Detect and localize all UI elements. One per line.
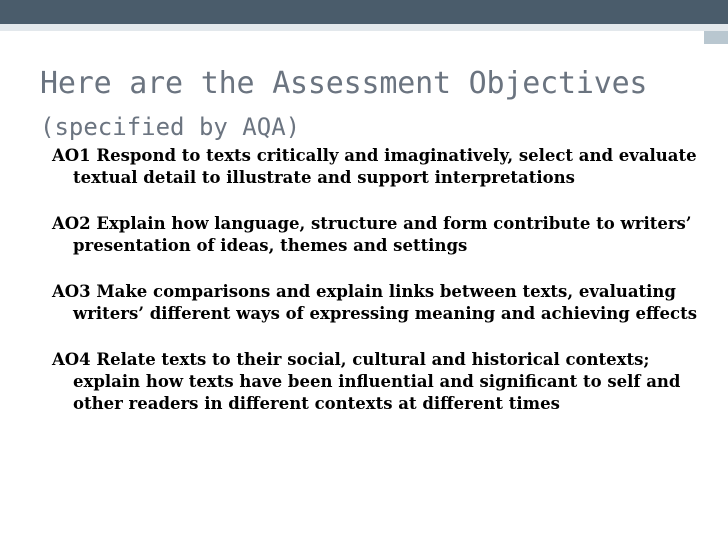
slide-header-bar: [0, 0, 728, 24]
objective-ao2: AO2 Explain how language, structure and form contribute to writers’ presentation of ideas, themes and settings: [52, 214, 692, 255]
slide-title: Here are the Assessment Objectives: [40, 66, 648, 101]
objective-ao1: AO1 Respond to texts critically and imaginatively, select and evaluate textual detail to illustrate and support interpretations: [52, 146, 697, 187]
objectives-list: [52, 145, 712, 415]
slide-accent-strip: [0, 24, 728, 31]
objective-ao4: AO4 Relate texts to their social, cultural and historical contexts; explain how texts have been influential and significant to self and other readers in different contexts at different times: [52, 350, 681, 413]
slide-corner-accent: [704, 31, 728, 44]
slide-subtitle: (specified by AQA): [40, 113, 301, 141]
objective-ao3: AO3 Make comparisons and explain links between texts, evaluating writers’ different ways of expressing meaning and achieving effects: [52, 282, 697, 323]
